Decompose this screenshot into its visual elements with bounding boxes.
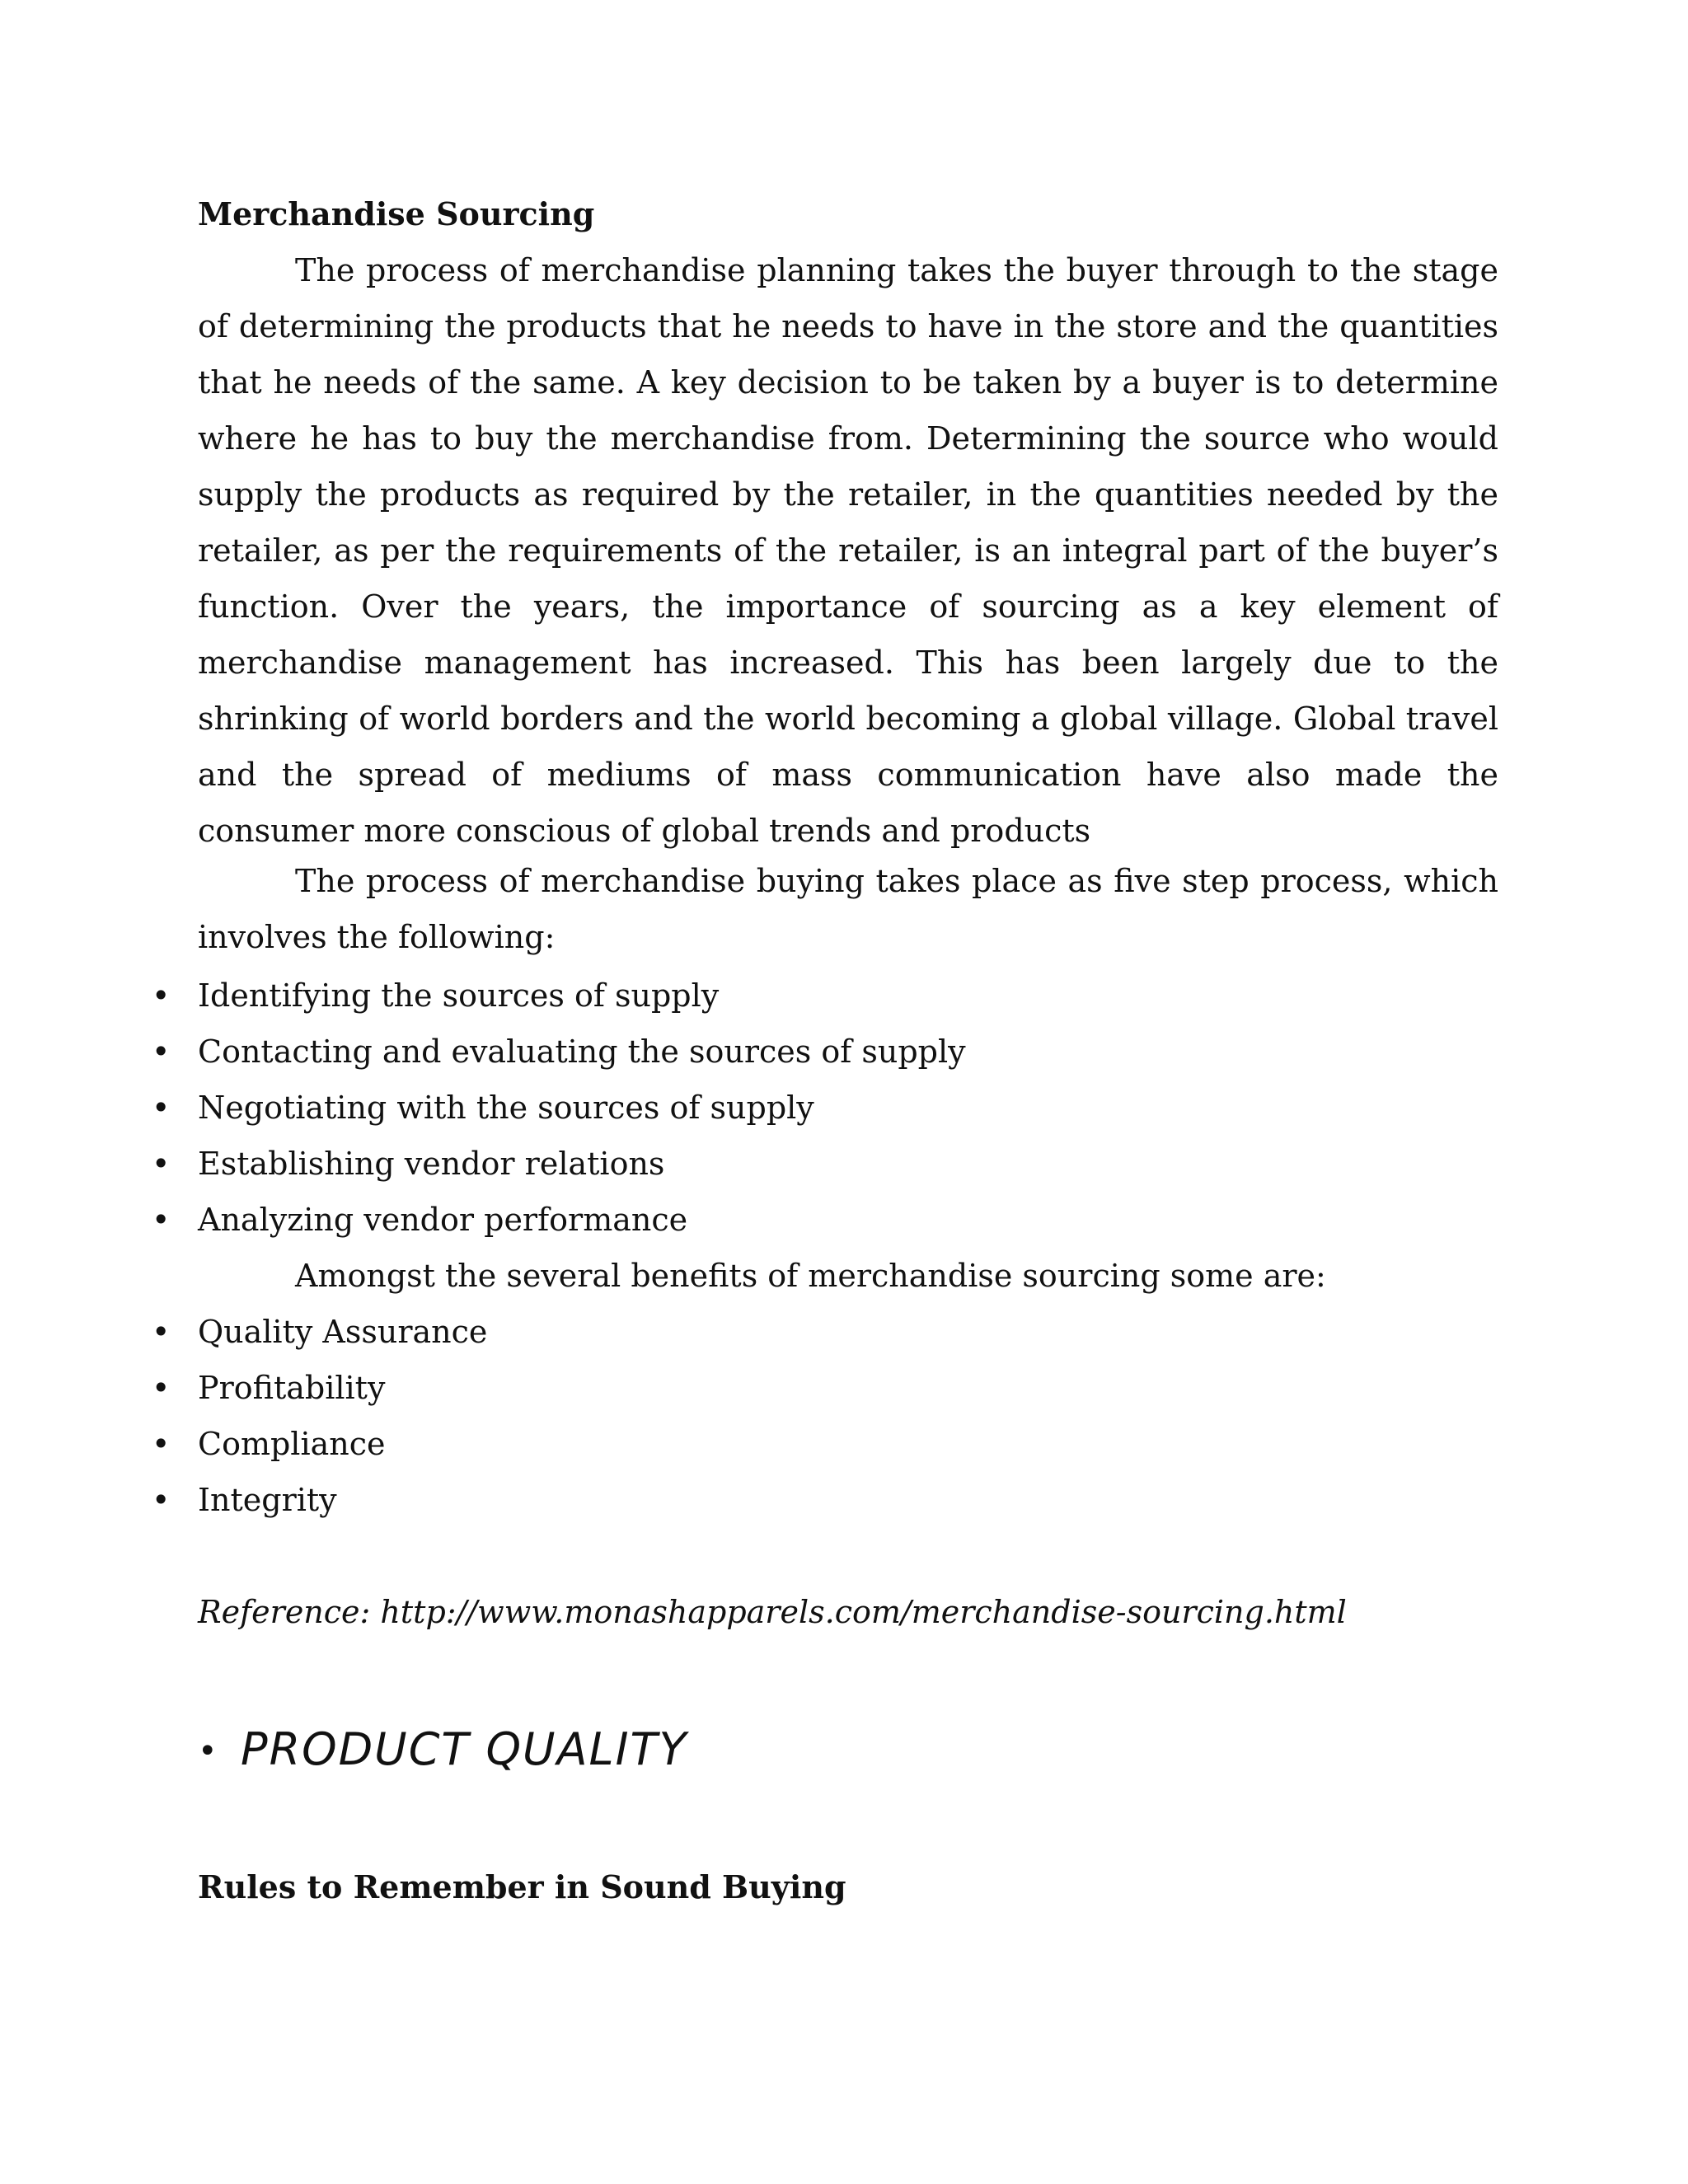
buying-process-paragraph: The process of merchandise buying takes place as five step process, which involves the following: xyxy=(198,863,1498,955)
step-label: Analyzing vendor performance xyxy=(198,1202,688,1238)
benefit-label: Profitability xyxy=(198,1370,386,1406)
sourcing-paragraph: The process of merchandise planning takes the buyer through to the stage of determining the products that he needs to have in the store and the quantities that he needs of the same. A key decision to be taken by a buyer is to determine where he has to buy the merchandise from. Determining the source who would supply the products as required by the retailer, in the quantities needed by the retailer, as per the requirements of the retailer, is an integral part of the buyer’s function. Over the years, the importance of sourcing as a key element of merchandise management has increased. This has been largely due to the shrinking of world borders and the world becoming a global village. Global travel and the spread of mediums of mass communication have also made the consumer more conscious of global trends and products xyxy=(198,252,1498,849)
step-label: Negotiating with the sources of supply xyxy=(198,1090,814,1126)
step-label: Establishing vendor relations xyxy=(198,1146,665,1182)
benefits-intro: Amongst the several benefits of merchandise sourcing some are: xyxy=(295,1258,1326,1294)
benefit-label: Compliance xyxy=(198,1426,386,1462)
step-label: Contacting and evaluating the sources of supply xyxy=(198,1033,966,1070)
bullet-icon: • xyxy=(152,1426,171,1462)
bullet-icon: • xyxy=(152,1202,171,1238)
bullet-icon: • xyxy=(152,1482,171,1518)
sound-buying-heading: Rules to Remember in Sound Buying xyxy=(198,1868,846,1905)
bullet-icon: • xyxy=(152,1370,171,1406)
bullet-icon: • xyxy=(152,1090,171,1126)
benefit-label: Quality Assurance xyxy=(198,1314,488,1350)
product-quality-title: PRODUCT QUALITY xyxy=(241,1723,688,1775)
step-label: Identifying the sources of supply xyxy=(198,977,720,1014)
merchandise-sourcing-heading: Merchandise Sourcing xyxy=(198,195,595,232)
bullet-icon: • xyxy=(152,1033,171,1070)
benefit-label: Integrity xyxy=(198,1482,337,1518)
bullet-icon: • xyxy=(198,1732,218,1770)
bullet-icon: • xyxy=(152,1314,171,1350)
bullet-icon: • xyxy=(152,977,171,1014)
bullet-icon: • xyxy=(152,1146,171,1182)
reference-link: Reference: http://www.monashapparels.com/merchandise-sourcing.html xyxy=(198,1594,1347,1630)
